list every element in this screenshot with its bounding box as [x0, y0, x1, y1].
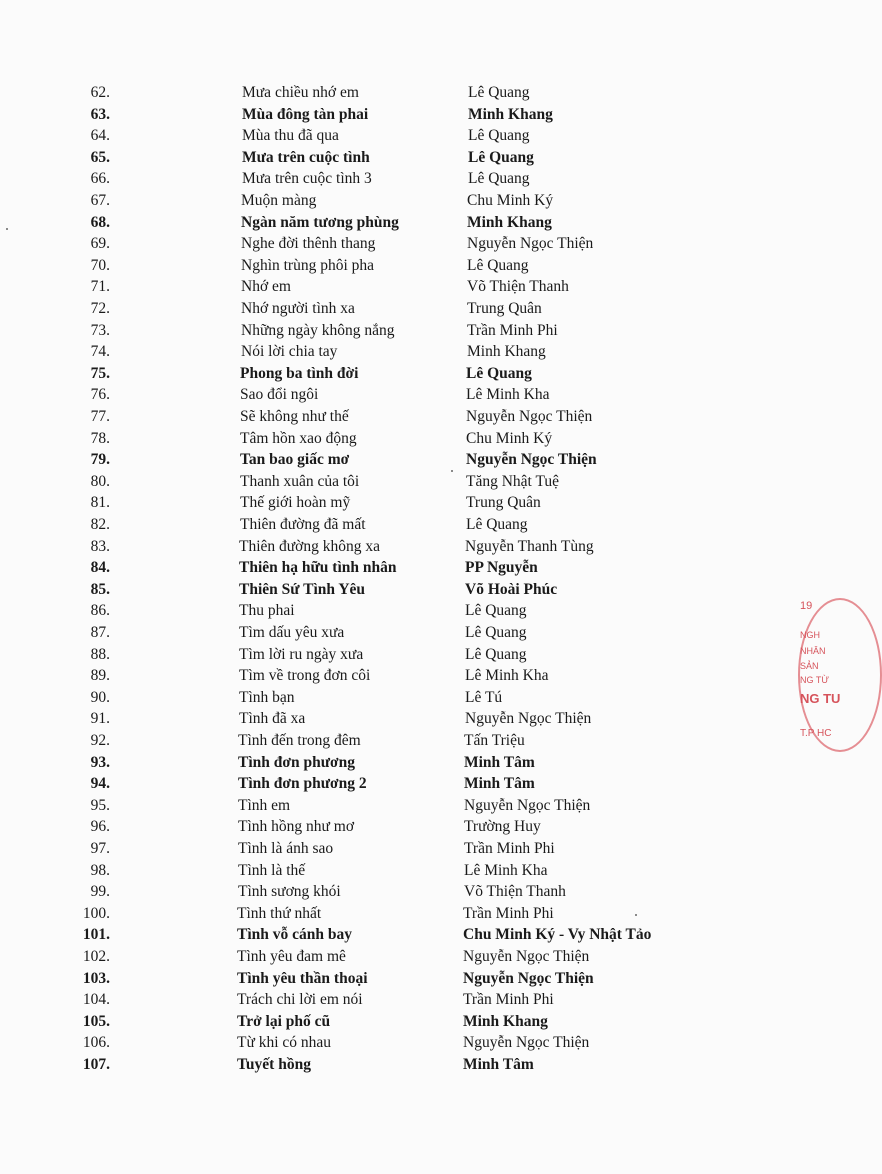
list-item: [0, 622, 700, 643]
song-author: Lê Quang: [466, 516, 528, 533]
song-author: Nguyễn Ngọc Thiện: [463, 948, 590, 965]
song-author: Minh Tâm: [464, 775, 535, 793]
song-author: Lê Minh Kha: [464, 861, 548, 879]
song-title: Tìm dấu yêu xưa: [239, 624, 345, 641]
row-number: 78.: [90, 429, 110, 447]
row-number: 63.: [90, 105, 110, 123]
row-number: 67.: [90, 192, 110, 209]
song-author: Trần Minh Phi: [467, 321, 558, 339]
song-title: Tình em: [238, 796, 291, 814]
row-number: 71.: [90, 278, 110, 296]
row-number: 70.: [90, 256, 110, 274]
song-title: Mưa chiều nhớ em: [242, 84, 359, 101]
list-item: [0, 320, 700, 341]
row-number: 94.: [90, 775, 110, 793]
song-author: Võ Hoài Phúc: [465, 580, 558, 598]
row-number: 88.: [90, 645, 110, 663]
song-title: Tình yêu thần thoại: [237, 969, 368, 987]
row-number: 64.: [90, 127, 110, 145]
song-author: Nguyễn Ngọc Thiện: [463, 969, 594, 987]
song-author: Trần Minh Phi: [464, 840, 555, 857]
list-item: [0, 190, 700, 211]
song-title: Thiên đường không xa: [239, 537, 381, 555]
song-title: Tình đã xa: [239, 710, 306, 728]
row-number: 75.: [90, 364, 110, 382]
song-author: Lê Quang: [468, 170, 530, 188]
row-number: 92.: [90, 732, 110, 749]
song-title: Mưa trên cuộc tình: [242, 148, 370, 166]
list-item: [0, 903, 700, 924]
song-title: Nói lời chia tay: [241, 343, 338, 361]
song-author: Chu Minh Ký: [466, 429, 553, 447]
list-item: [0, 881, 700, 902]
list-item: [0, 233, 700, 254]
song-title: Trở lại phố cũ: [237, 1012, 331, 1030]
song-title: Từ khi có nhau: [237, 1034, 332, 1052]
list-item: [0, 147, 700, 168]
row-number: 89.: [90, 667, 110, 685]
row-number: 84.: [90, 559, 110, 577]
song-author: Nguyễn Ngọc Thiện: [466, 408, 593, 425]
song-author: Lê Quang: [468, 84, 530, 101]
song-author: Chu Minh Ký - Vy Nhật Tảo: [463, 926, 652, 944]
row-number: 100.: [82, 904, 110, 922]
song-author: PP Nguyễn: [465, 559, 538, 577]
list-item: [0, 104, 700, 125]
list-item: [0, 687, 700, 708]
song-author: Lê Quang: [467, 256, 529, 274]
row-number: 101.: [82, 926, 110, 944]
song-title: Tìm lời ru ngày xưa: [239, 645, 364, 663]
row-number: 76.: [90, 386, 110, 404]
song-title: Nhớ người tình xa: [241, 300, 355, 317]
song-author: Võ Thiện Thanh: [464, 883, 566, 901]
list-item: [0, 860, 700, 881]
list-item: [0, 406, 700, 427]
list-item: [0, 363, 700, 384]
list-item: [0, 471, 700, 492]
list-item: [0, 600, 700, 621]
song-author: Lê Quang: [468, 127, 530, 145]
scan-speck: [635, 914, 637, 916]
list-item: [0, 665, 700, 686]
row-number: 98.: [90, 861, 110, 879]
song-author: Minh Tâm: [463, 1056, 534, 1073]
song-author: Tăng Nhật Tuệ: [466, 472, 559, 490]
list-item: [0, 968, 700, 989]
song-author: Trần Minh Phi: [463, 904, 554, 922]
row-number: 74.: [90, 343, 110, 361]
list-item: [0, 752, 700, 773]
song-author: Lê Quang: [466, 364, 532, 382]
song-title: Thế giới hoàn mỹ: [240, 494, 351, 512]
song-author: Nguyễn Ngọc Thiện: [464, 796, 591, 814]
song-title: Thiên Sứ Tình Yêu: [239, 580, 366, 598]
song-author: Lê Minh Kha: [465, 667, 549, 685]
row-number: 62.: [90, 84, 110, 101]
row-number: 79.: [90, 451, 110, 469]
song-title: Tình hồng như mơ: [238, 818, 355, 836]
song-author: Minh Khang: [467, 343, 546, 361]
list-item: [0, 924, 700, 945]
row-number: 80.: [90, 472, 110, 490]
list-item: [0, 1032, 700, 1053]
row-number: 68.: [90, 213, 110, 231]
song-title: Tình bạn: [239, 688, 295, 706]
song-title: Thiên hạ hữu tình nhân: [239, 559, 397, 577]
song-title: Phong ba tình đời: [240, 364, 359, 382]
song-title: Ngàn năm tương phùng: [241, 213, 399, 231]
song-author: Trần Minh Phi: [463, 991, 554, 1009]
list-item: [0, 428, 700, 449]
list-item: [0, 795, 700, 816]
row-number: 85.: [90, 580, 110, 598]
song-title: Tình yêu đam mê: [237, 948, 346, 965]
seal-text: NGH: [800, 630, 820, 640]
song-author: Minh Khang: [467, 213, 552, 231]
song-title: Tình thứ nhất: [237, 904, 322, 922]
row-number: 65.: [90, 148, 110, 166]
song-title: Nghìn trùng phôi pha: [241, 256, 375, 274]
song-author: Nguyễn Thanh Tùng: [465, 537, 594, 555]
song-author: Minh Khang: [468, 105, 553, 123]
song-title: Sẽ không như thế: [240, 408, 349, 425]
seal-text: NG TU: [800, 691, 841, 706]
list-item: [0, 125, 700, 146]
song-author: Trung Quân: [466, 494, 541, 512]
song-title: Những ngày không nắng: [241, 321, 395, 339]
list-item: [0, 557, 700, 578]
song-title: Thiên đường đã mất: [240, 516, 366, 533]
song-title: Tình đến trong đêm: [238, 732, 361, 749]
song-author: Nguyễn Ngọc Thiện: [467, 235, 594, 253]
row-number: 86.: [90, 602, 110, 620]
song-title: Tình đơn phương 2: [238, 775, 367, 793]
song-title: Tình là thế: [238, 861, 306, 879]
row-number: 87.: [90, 624, 110, 641]
list-item: [0, 82, 700, 103]
song-title: Trách chi lời em nói: [237, 991, 363, 1009]
row-number: 99.: [90, 883, 110, 901]
song-title: Tình vỗ cánh bay: [237, 926, 353, 944]
seal-text: 19: [800, 600, 813, 612]
row-number: 83.: [90, 537, 110, 555]
list-item: [0, 708, 700, 729]
song-title: Tìm về trong đơn côi: [239, 667, 371, 685]
list-item: [0, 298, 700, 319]
list-item: [0, 730, 700, 751]
list-item: [0, 946, 700, 967]
row-number: 107.: [82, 1056, 110, 1073]
row-number: 96.: [90, 818, 110, 836]
song-title: Mùa đông tàn phai: [242, 105, 369, 123]
song-title: Sao đổi ngôi: [240, 386, 319, 404]
song-title: Tuyết hồng: [237, 1056, 311, 1073]
list-item: [0, 514, 700, 535]
song-author: Lê Minh Kha: [466, 386, 550, 404]
song-title: Muộn màng: [241, 192, 317, 209]
song-author: Lê Quang: [465, 645, 527, 663]
row-number: 104.: [82, 991, 110, 1009]
song-author: Nguyễn Ngọc Thiện: [463, 1034, 590, 1052]
seal-text: T.P HC: [800, 728, 832, 739]
row-number: 91.: [90, 710, 110, 728]
song-author: Tấn Triệu: [464, 732, 525, 749]
row-number: 66.: [90, 170, 110, 188]
song-author: Lê Quang: [465, 624, 527, 641]
song-author: Võ Thiện Thanh: [467, 278, 569, 296]
row-number: 72.: [90, 300, 110, 317]
list-item: [0, 838, 700, 859]
row-number: 103.: [82, 969, 110, 987]
song-author: Trường Huy: [464, 818, 541, 836]
list-item: [0, 579, 700, 600]
list-item: [0, 492, 700, 513]
list-item: [0, 773, 700, 794]
list-item: [0, 536, 700, 557]
row-number: 97.: [90, 840, 110, 857]
row-number: 77.: [90, 408, 110, 425]
song-author: Chu Minh Ký: [467, 192, 554, 209]
scan-speck: [6, 228, 8, 230]
row-number: 69.: [90, 235, 110, 253]
song-author: Lê Tú: [465, 688, 503, 706]
row-number: 102.: [82, 948, 110, 965]
list-item: [0, 341, 700, 362]
song-title: Tâm hồn xao động: [240, 429, 357, 447]
song-title: Tan bao giấc mơ: [240, 451, 350, 469]
song-title: Nhớ em: [241, 278, 291, 296]
list-item: [0, 276, 700, 297]
row-number: 106.: [82, 1034, 110, 1052]
song-title: Tình đơn phương: [238, 753, 355, 771]
row-number: 73.: [90, 321, 110, 339]
list-item: [0, 644, 700, 665]
list-item: [0, 816, 700, 837]
row-number: 81.: [90, 494, 110, 512]
song-title: Tình là ánh sao: [238, 840, 334, 857]
song-author: Nguyễn Ngọc Thiện: [466, 451, 597, 469]
seal-text: NHÂN: [800, 646, 826, 656]
list-item: [0, 449, 700, 470]
list-item: [0, 1054, 700, 1075]
song-author: Minh Tâm: [464, 753, 535, 771]
song-title: Tình sương khói: [238, 883, 341, 901]
official-seal: [796, 598, 841, 748]
song-title: Mùa thu đã qua: [242, 127, 339, 145]
list-item: [0, 168, 700, 189]
list-item: [0, 1011, 700, 1032]
song-author: Nguyễn Ngọc Thiện: [465, 710, 592, 728]
song-title: Thu phai: [239, 602, 295, 620]
song-author: Lê Quang: [465, 602, 527, 620]
seal-text: SẢN: [800, 661, 819, 671]
song-author: Lê Quang: [468, 148, 534, 166]
seal-text: NG TỪ: [800, 675, 830, 685]
row-number: 82.: [90, 516, 110, 533]
list-item: [0, 212, 700, 233]
song-author: Trung Quân: [467, 300, 542, 317]
list-item: [0, 255, 700, 276]
song-author: Minh Khang: [463, 1012, 548, 1030]
song-title: Mưa trên cuộc tình 3: [242, 170, 372, 188]
row-number: 90.: [90, 688, 110, 706]
row-number: 95.: [90, 796, 110, 814]
row-number: 93.: [90, 753, 110, 771]
song-title: Thanh xuân của tôi: [240, 472, 360, 490]
row-number: 105.: [82, 1012, 110, 1030]
list-item: [0, 384, 700, 405]
list-item: [0, 989, 700, 1010]
scan-speck: [451, 470, 453, 472]
song-title: Nghe đời thênh thang: [241, 235, 376, 253]
